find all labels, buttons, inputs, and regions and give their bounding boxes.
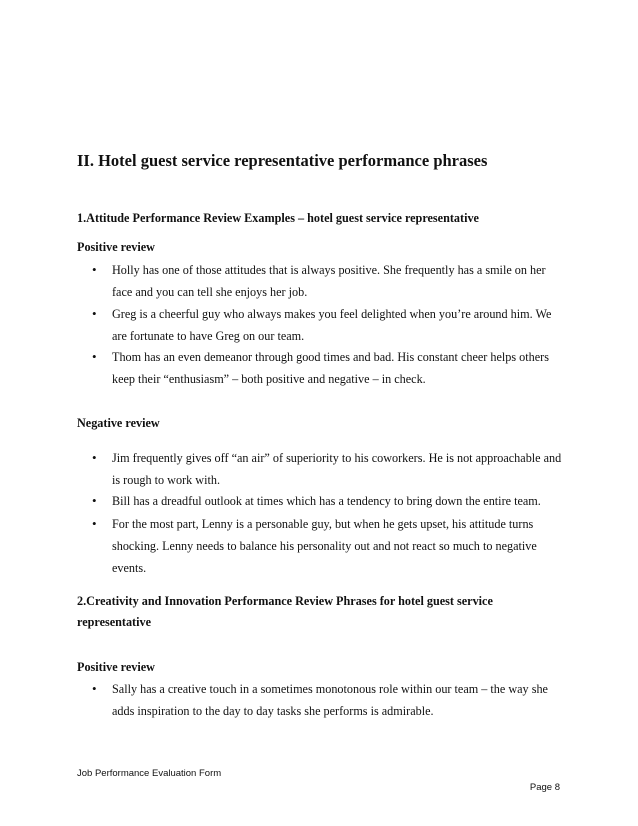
list-item [92, 490, 567, 512]
list-item-text: For the most part, Lenny is a personable guy, but when he gets upset, his attitude turns shocking. Lenny needs to balance his personality out and not react so much to negative events. [112, 517, 537, 575]
bullet-icon: • [92, 493, 97, 508]
list-item-text: Sally has a creative touch in a sometimes monotonous role within our team – the way she adds inspiration to the day to day tasks she performs is admirable. [112, 682, 548, 718]
footer-form-name: Job Performance Evaluation Form [77, 768, 222, 779]
creativity-heading-line2: representative [77, 615, 152, 629]
section-title: II. Hotel guest service representative performance phrases [77, 151, 488, 170]
attitude-negative-label: Negative review [77, 416, 160, 430]
list-item-text: Greg is a cheerful guy who always makes you feel delighted when you’re around him. We are fortunate to have Greg on our team. [112, 307, 552, 343]
creativity-heading-line1: 2.Creativity and Innovation Performance Review Phrases for hotel guest service [77, 594, 493, 608]
attitude-heading: 1.Attitude Performance Review Examples – hotel guest service representative [77, 211, 479, 225]
bullet-icon: • [92, 450, 97, 465]
list-item [92, 259, 567, 303]
list-item [92, 303, 567, 347]
attitude-positive-label: Positive review [77, 240, 155, 254]
bullet-icon: • [92, 262, 97, 277]
list-item-text: Bill has a dreadful outlook at times which has a tendency to bring down the entire team. [112, 494, 541, 508]
bullet-icon: • [92, 681, 97, 696]
list-item-text: Holly has one of those attitudes that is always positive. She frequently has a smile on her face and you can tell she enjoys her job. [112, 263, 546, 299]
list-item [92, 447, 567, 491]
bullet-icon: • [92, 349, 97, 364]
list-item [92, 678, 567, 722]
list-item-text: Thom has an even demeanor through good times and bad. His constant cheer helps others keep their “enthusiasm” – both positive and negative – in check. [112, 350, 549, 386]
bullet-icon: • [92, 516, 97, 531]
list-item [92, 513, 567, 579]
bullet-icon: • [92, 306, 97, 321]
list-item-text: Jim frequently gives off “an air” of superiority to his coworkers. He is not approachable and is rough to work with. [112, 451, 562, 487]
list-item [92, 346, 567, 390]
footer-page-number: Page 8 [529, 782, 560, 793]
creativity-positive-label: Positive review [77, 660, 155, 674]
